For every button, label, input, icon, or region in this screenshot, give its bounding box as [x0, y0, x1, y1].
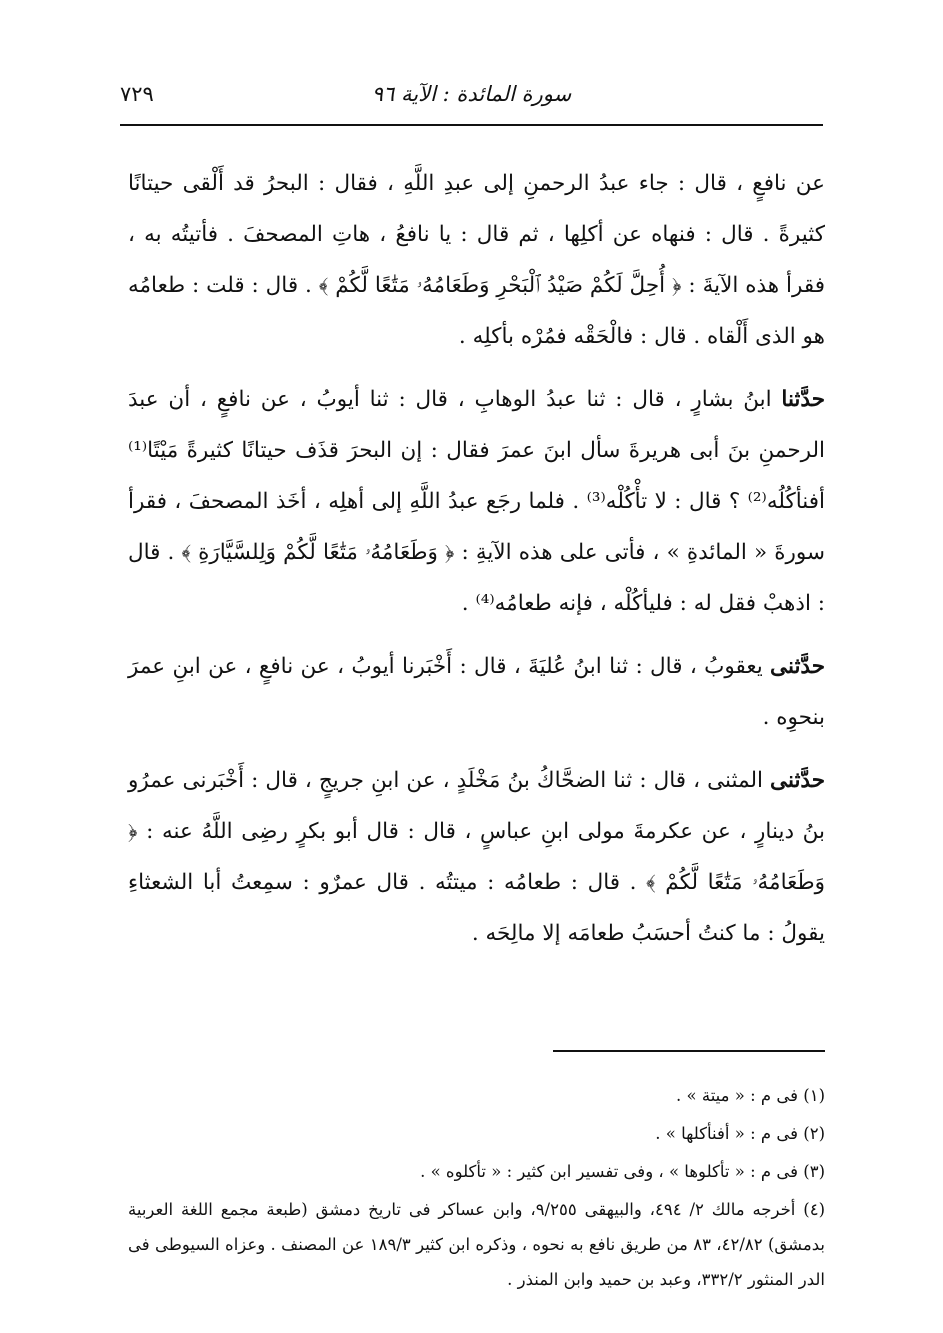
paragraph-3-lead: حدَّثنى — [770, 654, 825, 679]
footnotes-rule — [553, 1050, 825, 1052]
footnote-3: (٣) فى م : « تأكلوها » ، وفى تفسير ابن كثير : « تأكلوه » . — [420, 1162, 825, 1181]
header-rule — [120, 124, 823, 126]
paragraph-3-text: يعقوبُ ، قال : ثنا ابنُ عُليَةَ ، قال : أَخْبَرنا أيوبُ ، عن نافعٍ ، عن ابنِ عمرَ بنحوِه . — [128, 654, 825, 730]
paragraph-4 — [128, 755, 825, 959]
paragraph-2-text: ابنُ بشارٍ ، قال : ثنا عبدُ الوهابِ ، قال : ثنا أيوبُ ، عن نافعٍ ، أن عبدَ الرحمنِ بنَ أبى هريرةَ سأل ابنَ عمرَ فقال : إن البحرَ قذَف حيتانًا كثيرةً مَيْتًا⁽¹⁾ أفنأكُلُه⁽²⁾ ؟ قال : لا تأْكُلْه⁽³⁾ . فلما رجَع عبدُ اللَّهِ إلى أهلِه ، أخَذ المصحفَ ، فقرأ سورةَ « المائدةِ » ، فأتى على هذه الآيةِ : ﴿ وَطَعَامُهُۥ مَتَٰعًا لَّكُمْ وَلِلسَّيَّارَةِ ﴾ . قال : اذهبْ فقل له : فليأكُلْه ، فإنه طعامُه⁽⁴⁾ . — [128, 387, 825, 616]
page-number: ٧٢٩ — [120, 82, 154, 106]
paragraph-1 — [128, 158, 825, 362]
footnote-2: (٢) فى م : « أفنأكلها » . — [655, 1124, 825, 1143]
paragraph-4-lead: حدَّثنى — [770, 768, 825, 793]
footnote-4: (٤) أخرجه مالك ٢/ ٤٩٤، والبيهقى ٩/٢٥٥، وابن عساكر فى تاريخ دمشق (طبعة مجمع اللغة العربية بدمشق) ٤٢/٨٢، ٨٣ من طريق نافع به نحوه ، وذكره ابن كثير ١٨٩/٣ عن المصنف . وعزاه السيوطى فى الدر المنثور ٣٣٢/٢، وعبد بن حميد وابن المنذر . — [128, 1200, 826, 1289]
paragraph-2-lead: حدَّثنا — [781, 387, 825, 412]
running-title: سورة المائدة : الآية ٩٦ — [371, 82, 572, 106]
paragraph-2 — [128, 374, 825, 629]
paragraph-3 — [128, 641, 825, 743]
footnote-1: (١) فى م : « ميتة » . — [676, 1086, 825, 1105]
paragraph-1-text: عن نافعٍ ، قال : جاء عبدُ الرحمنِ إلى عبدِ اللَّهِ ، فقال : البحرُ قد أَلْقى حيتانًا كثيرةً . قال : فنهاه عن أكلِها ، ثم قال : يا نافعُ ، هاتِ المصحفَ . فأتيتُه به ، فقرأ هذه الآيةَ : ﴿ أُحِلَّ لَكُمْ صَيْدُ ٱلْبَحْرِ وَطَعَامُهُۥ مَتَٰعًا لَّكُمْ ﴾ . قال : قلت : طعامُه هو الذى أَلْقاه . قال : فالْحَقْه فمُرْه بأكلِه . — [128, 171, 825, 349]
main-text — [128, 158, 825, 971]
page-header — [120, 80, 823, 120]
footnotes — [128, 1078, 825, 1300]
paragraph-4-text: المثنى ، قال : ثنا الضحَّاكُ بنُ مَخْلَدٍ ، عن ابنِ جريجٍ ، قال : أَخْبَرنى عمرُو بنُ دينارٍ ، عن عكرمةَ مولى ابنِ عباسٍ ، قال : قال أبو بكرٍ رضِى اللَّهُ عنه : ﴿ وَطَعَامُهُۥ مَتَٰعًا لَّكُمْ ﴾ . قال : طعامُه : ميتتُه . قال عمرٌو : سمِعتُ أبا الشعثاءِ يقولُ : ما كنتُ أحسَبُ طعامَه إلا مالِحَه . — [128, 768, 825, 946]
